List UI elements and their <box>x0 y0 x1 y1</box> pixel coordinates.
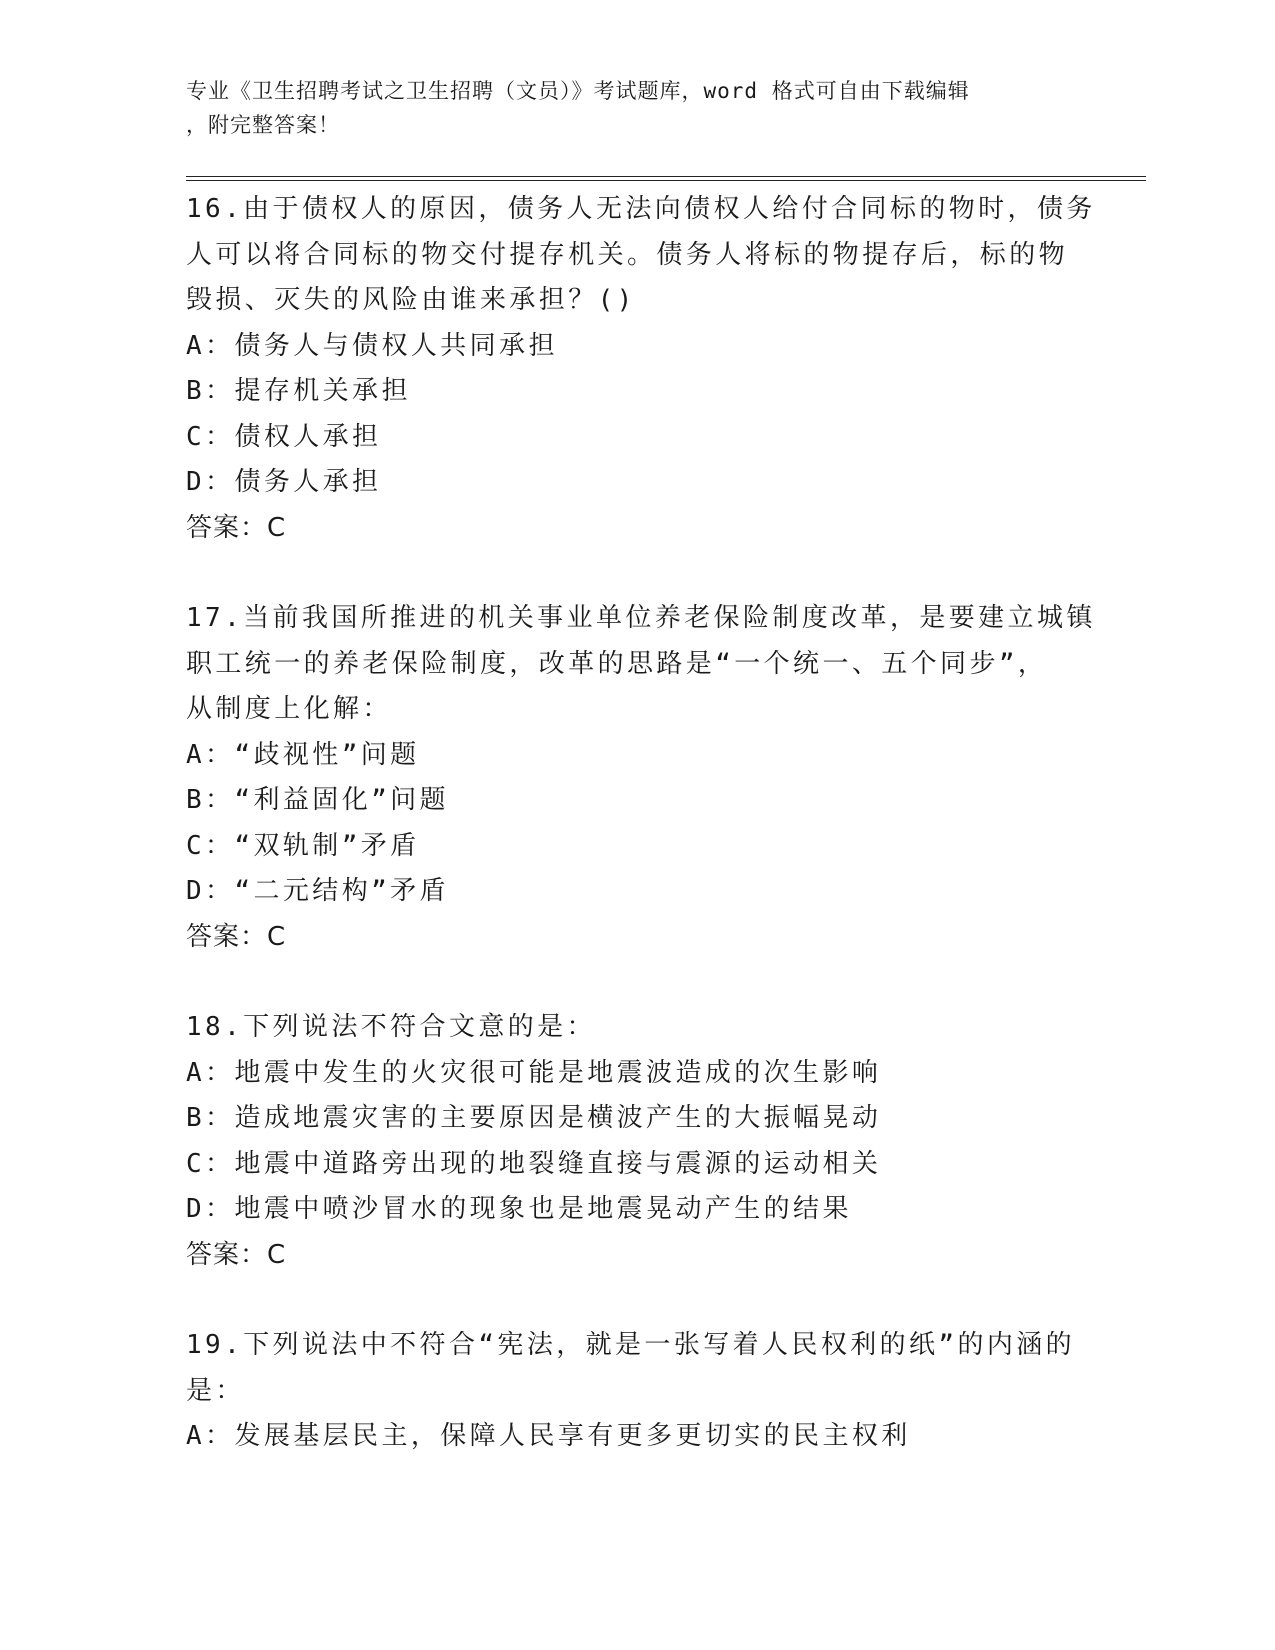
question-17 <box>186 596 1096 960</box>
option-b: B：“利益固化”问题 <box>186 785 449 815</box>
option-d: D：“二元结构”矛盾 <box>186 876 449 906</box>
header-line-1: 专业《卫生招聘考试之卫生招聘（文员）》考试题库，word 格式可自由下载编辑 <box>186 79 970 103</box>
header-line-2: ，附完整答案！ <box>186 113 340 137</box>
answer-line: 答案：C <box>186 921 287 952</box>
option-a: A：债务人与债权人共同承担 <box>186 330 558 361</box>
option-b: B：造成地震灾害的主要原因是横波产生的大振幅晃动 <box>186 1103 882 1133</box>
option-c: C：“双轨制”矛盾 <box>186 830 420 861</box>
question-stem-line: 18.下列说法不符合文意的是： <box>186 1012 596 1042</box>
question-stem-line: 16.由于债权人的原因，债务人无法向债权人给付合同标的物时，债务 <box>186 194 1096 224</box>
question-list <box>186 187 1096 1505</box>
answer-line: 答案：C <box>186 512 287 543</box>
question-stem-line: 人可以将合同标的物交付提存机关。债务人将标的物提存后，标的物 <box>186 239 1069 270</box>
question-18 <box>186 1005 1086 1278</box>
option-a: A：地震中发生的火灾很可能是地震波造成的次生影响 <box>186 1057 882 1088</box>
option-d: D：地震中喷沙冒水的现象也是地震晃动产生的结果 <box>186 1194 852 1224</box>
option-a: A：发展基层民主，保障人民享有更多更切实的民主权利 <box>186 1421 911 1451</box>
question-stem-line: 从制度上化解： <box>186 694 392 724</box>
question-stem-line: 是： <box>186 1375 245 1406</box>
question-16 <box>186 187 1096 551</box>
header-divider <box>186 176 1146 181</box>
question-stem-line: 19.下列说法中不符合“宪法，就是一张写着人民权利的纸”的内涵的 <box>186 1330 1076 1360</box>
question-stem-line: 17.当前我国所推进的机关事业单位养老保险制度改革，是要建立城镇 <box>186 603 1096 633</box>
question-stem-line: 职工统一的养老保险制度，改革的思路是“一个统一、五个同步”， <box>186 648 1048 679</box>
question-stem-line: 毁损、灭失的风险由谁来承担？() <box>186 285 636 315</box>
option-a: A：“歧视性”问题 <box>186 739 420 770</box>
option-b: B：提存机关承担 <box>186 376 411 406</box>
question-19 <box>186 1323 1086 1460</box>
document-header <box>186 74 1066 142</box>
answer-line: 答案：C <box>186 1239 287 1270</box>
option-d: D：债务人承担 <box>186 467 382 497</box>
option-c: C：债权人承担 <box>186 421 382 452</box>
option-c: C：地震中道路旁出现的地裂缝直接与震源的运动相关 <box>186 1148 882 1179</box>
